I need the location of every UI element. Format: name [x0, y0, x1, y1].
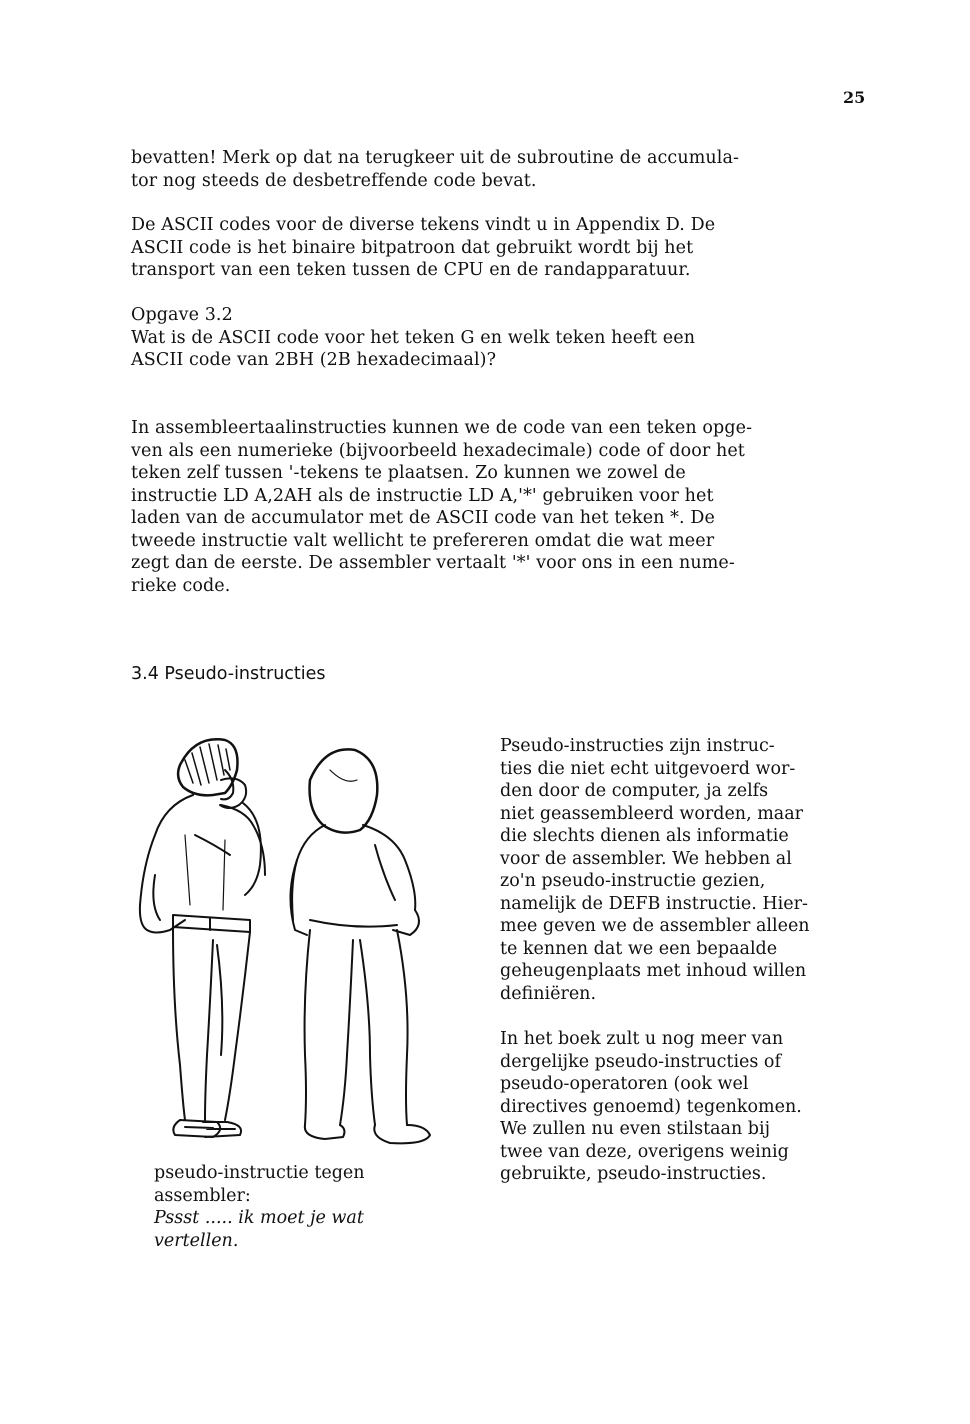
illustration [125, 725, 460, 1165]
hooded-figure [290, 749, 430, 1143]
caption-quote-2: vertellen. [154, 1230, 239, 1251]
section-heading: 3.4 Pseudo-instructies [131, 664, 326, 684]
caption-line-1: pseudo-instructie tegen [154, 1163, 365, 1183]
caption-quote-1: Pssst ..... ik moet je wat [154, 1208, 364, 1228]
page-number: 25 [843, 88, 866, 107]
pseudo-operators-paragraph: In het boek zult u nog meer van dergelijke pseudo-instructies of pseudo-operatoren (ook wel directives genoemd) tegenkomen. We zullen nu even stilstaan bij twee van deze, overigens weinig gebruikte, pseudo-instructies. [500, 1029, 802, 1184]
exercise-3-2: Opgave 3.2 Wat is de ASCII code voor het teken G en welk teken heeft een ASCII code van 2BH (2B hexadecimaal)? [131, 305, 696, 370]
paragraph-assembly: In assembleertaalinstructies kunnen we de code van een teken opge- ven als een numerieke (bijvoorbeeld hexadecimale) code of door het teken zelf tussen '-tekens te plaatsen. Zo kunnen we zowel de instructie LD A,2AH als de instructie LD A,'*' gebruiken voor het laden van de accumulator met de ASCII code van het teken *. De tweede instructie valt wellicht te prefereren omdat die wat meer zegt dan de eerste. De assembler vertaalt '*' voor ons in een nume- rieke code. [131, 418, 753, 596]
paragraph-subroutine: bevatten! Merk op dat na terugkeer uit de subroutine de accumula- tor nog steeds de desbetreffende code bevat. [131, 148, 740, 191]
whispering-man-figure [140, 739, 265, 1137]
figure-caption [154, 1162, 365, 1252]
pseudo-instructions-paragraph: Pseudo-instructies zijn instruc- ties die niet echt uitgevoerd wor- den door de computer, ja zelfs niet geassembleerd worden, maar die slechts dienen als informatie voor de assembler. We hebben al zo'n pseudo-instructie gezien, namelijk de DEFB instructie. Hier- mee geven we de assembler alleen te kennen dat we een bepaalde geheugenplaats met inhoud willen definiëren. [500, 736, 810, 1004]
caption-line-2: assembler: [154, 1185, 251, 1206]
paragraph-ascii: De ASCII codes voor de diverse tekens vindt u in Appendix D. De ASCII code is het binaire bitpatroon dat gebruikt wordt bij het transport van een teken tussen de CPU en de randapparatuur. [131, 215, 716, 280]
